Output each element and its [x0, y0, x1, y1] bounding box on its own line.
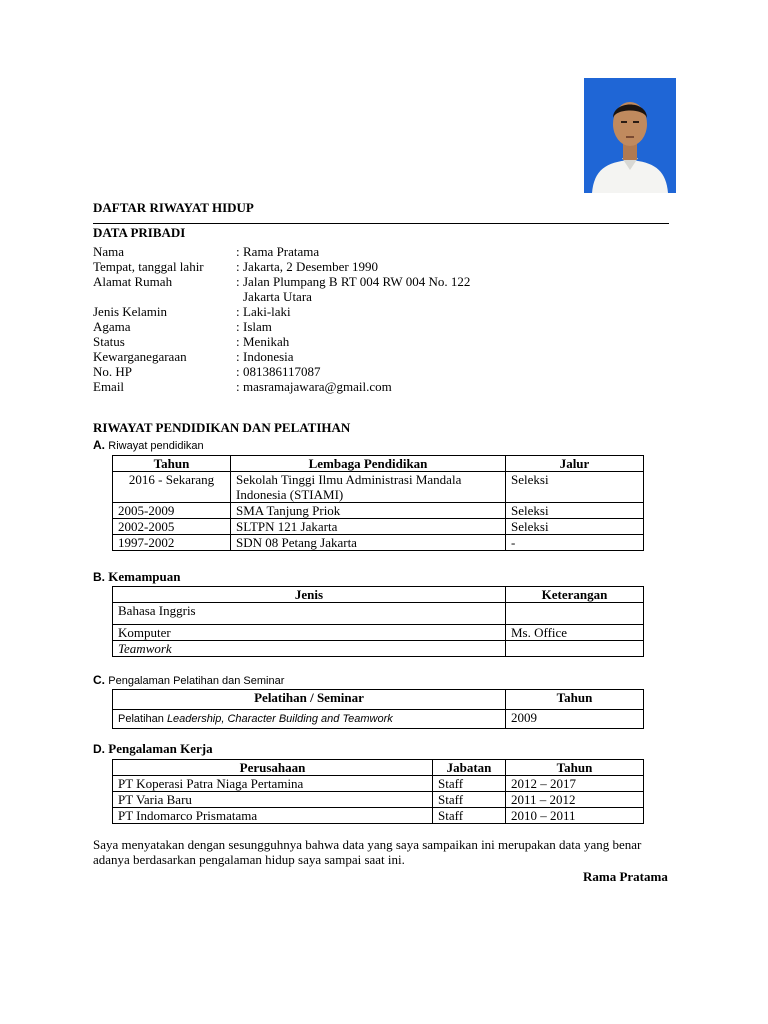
education-year: 2016 - Sekarang [113, 472, 231, 503]
training-header-year: Tahun [506, 690, 644, 710]
personal-value-wrap [236, 334, 673, 349]
education-subheading: A. Riwayat pendidikan [93, 438, 204, 452]
table-row [113, 535, 644, 551]
personal-label: Nama [93, 244, 125, 259]
table-row [113, 472, 644, 503]
work-company: PT Indomarco Prismatama [113, 808, 433, 824]
training-name: Pelatihan Leadership, Character Building and Teamwork [113, 710, 506, 729]
personal-value-wrap [236, 364, 673, 379]
education-track: Seleksi [506, 503, 644, 519]
colon-separator: : [236, 349, 240, 364]
document-title: DAFTAR RIWAYAT HIDUP [93, 200, 669, 224]
personal-value: Islam [243, 319, 272, 334]
table-row [113, 519, 644, 535]
skills-subheading: B. Kemampuan [93, 569, 181, 584]
skill-note: Ms. Office [506, 625, 644, 641]
skills-header-type: Jenis [113, 587, 506, 603]
personal-row [93, 274, 673, 304]
personal-data-list [93, 244, 673, 394]
colon-separator: : [236, 334, 240, 349]
education-heading: RIWAYAT PENDIDIKAN DAN PELATIHAN [93, 420, 351, 435]
education-header-track: Jalur [506, 456, 644, 472]
education-institution: SDN 08 Petang Jakarta [231, 535, 506, 551]
colon-separator: : [236, 259, 240, 274]
education-year: 1997-2002 [113, 535, 231, 551]
work-position: Staff [433, 808, 506, 824]
personal-label: Jenis Kelamin [93, 304, 168, 319]
work-table [112, 759, 644, 824]
work-position: Staff [433, 792, 506, 808]
personal-row [93, 364, 673, 379]
education-institution: SLTPN 121 Jakarta [231, 519, 506, 535]
work-position: Staff [433, 776, 506, 792]
work-period: 2011 – 2012 [506, 792, 644, 808]
skill-name: Bahasa Inggris [113, 603, 506, 625]
personal-label: Alamat Rumah [93, 274, 173, 289]
personal-row [93, 349, 673, 364]
work-header-position: Jabatan [433, 760, 506, 776]
personal-data-heading: DATA PRIBADI [93, 225, 186, 240]
personal-value-wrap [236, 349, 673, 364]
training-subheading: C. Pengalaman Pelatihan dan Seminar [93, 673, 285, 687]
personal-value: Jalan Plumpang B RT 004 RW 004 No. 122 Jakarta Utara [243, 274, 471, 304]
table-row [113, 603, 644, 625]
personal-label: No. HP [93, 364, 133, 379]
education-header-year: Tahun [113, 456, 231, 472]
personal-row [93, 379, 673, 394]
personal-value-wrap [236, 379, 673, 394]
training-header-name: Pelatihan / Seminar [113, 690, 506, 710]
work-header-year: Tahun [506, 760, 644, 776]
personal-row [93, 334, 673, 349]
colon-separator: : [236, 364, 240, 379]
training-table [112, 689, 644, 729]
skill-name: Teamwork [113, 641, 506, 657]
personal-value-wrap [236, 304, 673, 319]
personal-label: Tempat, tanggal lahir [93, 259, 204, 274]
education-track: Seleksi [506, 472, 644, 503]
education-institution: SMA Tanjung Priok [231, 503, 506, 519]
skill-name: Komputer [113, 625, 506, 641]
skills-header-note: Keterangan [506, 587, 644, 603]
education-institution: Sekolah Tinggi Ilmu Administrasi Mandala Indonesia (STIAMI) [231, 472, 506, 503]
skills-table [112, 586, 644, 657]
personal-label: Status [93, 334, 125, 349]
skill-note [506, 641, 644, 657]
work-period: 2012 – 2017 [506, 776, 644, 792]
education-header-institution: Lembaga Pendidikan [231, 456, 506, 472]
education-year: 2002-2005 [113, 519, 231, 535]
personal-value: 081386117087 [243, 364, 321, 379]
personal-value-wrap [236, 319, 673, 334]
personal-row [93, 304, 673, 319]
education-track: Seleksi [506, 519, 644, 535]
colon-separator: : [236, 304, 240, 319]
personal-value-wrap [236, 259, 673, 274]
personal-row [93, 244, 673, 259]
table-row [113, 710, 644, 729]
work-period: 2010 – 2011 [506, 808, 644, 824]
table-row [113, 808, 644, 824]
personal-label: Email [93, 379, 125, 394]
personal-label: Kewarganegaraan [93, 349, 187, 364]
profile-photo [584, 78, 676, 193]
education-track: - [506, 535, 644, 551]
work-company: PT Koperasi Patra Niaga Pertamina [113, 776, 433, 792]
colon-separator: : [236, 319, 240, 334]
personal-row [93, 319, 673, 334]
personal-value: Jakarta, 2 Desember 1990 [243, 259, 379, 274]
table-row [113, 503, 644, 519]
person-portrait-icon [584, 78, 676, 193]
personal-label: Agama [93, 319, 131, 334]
skill-note [506, 603, 644, 625]
declaration-statement: Saya menyatakan dengan sesungguhnya bahwa data yang saya sampaikan ini merupakan data yang benar adanya berdasarkan pengalaman hidup saya sampai saat ini. [93, 837, 642, 867]
personal-value: masramajawara@gmail.com [243, 379, 392, 394]
personal-value: Menikah [243, 334, 290, 349]
education-table [112, 455, 644, 551]
training-year: 2009 [506, 710, 644, 729]
table-row [113, 625, 644, 641]
education-year: 2005-2009 [113, 503, 231, 519]
personal-value: Laki-laki [243, 304, 291, 319]
table-row [113, 792, 644, 808]
personal-value: Rama Pratama [243, 244, 320, 259]
colon-separator: : [236, 274, 240, 289]
personal-value-wrap [236, 244, 673, 259]
work-header-company: Perusahaan [113, 760, 433, 776]
colon-separator: : [236, 244, 240, 259]
personal-value: Indonesia [243, 349, 294, 364]
signature-name: Rama Pratama [583, 869, 668, 884]
personal-value-wrap [236, 274, 673, 304]
colon-separator: : [236, 379, 240, 394]
table-row [113, 776, 644, 792]
personal-data-section [93, 225, 673, 394]
work-subheading: D. Pengalaman Kerja [93, 741, 213, 756]
work-company: PT Varia Baru [113, 792, 433, 808]
table-row [113, 641, 644, 657]
personal-row [93, 259, 673, 274]
